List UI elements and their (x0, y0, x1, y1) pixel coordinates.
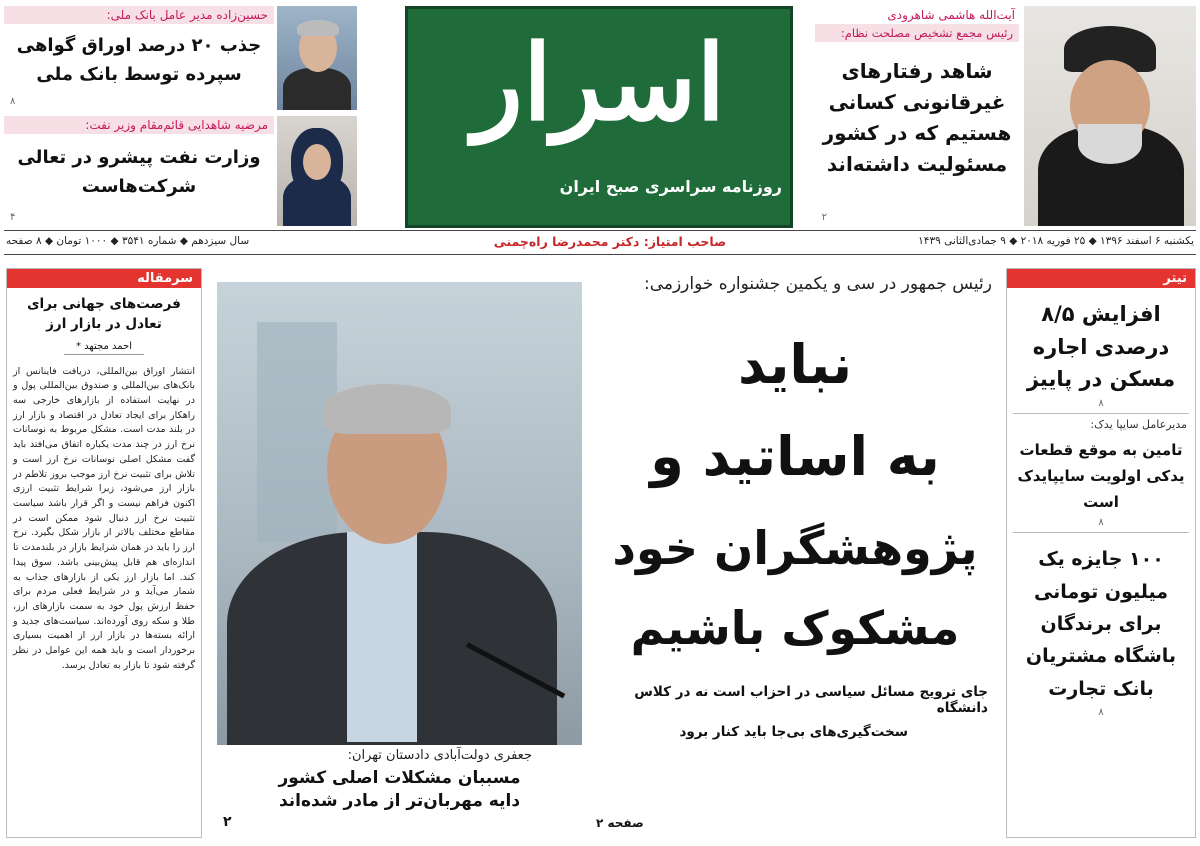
editorial-label: سرمقاله (7, 269, 201, 288)
main-headline-4[interactable]: مشکوک باشیم (630, 601, 960, 656)
main-headline-1[interactable]: نباید (737, 333, 853, 396)
divider (1013, 413, 1189, 414)
issue-line: سال سیزدهم ◆ شماره ۳۵۴۱ ◆ ۱۰۰۰ تومان ◆ ۸ صفحه (6, 235, 250, 247)
main-sub-1: جای ترویج مسائل سیاسی در احزاب است نه در کلاس دانشگاه (634, 683, 988, 716)
kicker: حسین‌زاده مدیر عامل بانک ملی: (4, 6, 274, 24)
kicker: مرضیه شاهدایی قائم‌مقام وزیر نفت: (4, 116, 274, 134)
top-right-story (815, 6, 1019, 226)
editorial-column (6, 268, 202, 838)
portrait-hosseinzadeh (277, 6, 357, 110)
divider-top (4, 230, 1196, 231)
main-page-number: صفحه ۲ (596, 816, 644, 830)
headline-2[interactable]: دایه مهربان‌تر از مادر شده‌اند (278, 790, 521, 811)
main-sub-2: سخت‌گیری‌های بی‌جا باید کنار برود (679, 723, 908, 740)
portrait-shahdaei (277, 116, 357, 226)
headline[interactable]: جذب ۲۰ درصد اوراق گواهی سپرده توسط بانک ملی (16, 35, 262, 85)
page-number: ۲ (821, 212, 827, 223)
editorial-body: انتشار اوراق بین‌المللی، دریافت فاینانس از بانک‌های بین‌المللی و صندوق بین‌المللی پول و در نهایت استفاده از بازارهای خارجی سه راهکار برای ایجاد تعادل در اقتصاد و بازار ارز در بلند مدت است. مشکل مربوط به نوسانات نرخ ارز در چند مدت یکباره اتفاق می‌افتد باید گفت مشکل اصلی نوسانات نرخ ارز است و تلاش برای تثبیت نرخ ارز موجب بروز تلاطم در بازار ارز می‌شود، زیرا شرایط تثبیت ارزی اکنون فراهم نیست و اگر قرار باشد سیاست تثبیت نرخ ارز دنبال شود ممکن است در مقاطع مختلف بالاتر از بازار شکل بگیرد. نرخ ارز را باید در همان شرایط بازار در بلندمدت تا اندازه‌ای هم قابل پیش‌بینی باشد. سوق پیدا کند. اما بازار ارز یکی از بازارهای جذاب به شمار می‌آید و در شرایط فعلی مردم برای حفظ ارزش پول خود به سمت بازارهای ارز، طلا و سکه روی آورده‌اند. سیاست‌های جدید و ارائه بسته‌ها در بازار ارز از اهمیت بسیاری برخوردار است و باید همه این عوامل در نظر گرفته شود تا بازار به تعادل برسد. (13, 365, 195, 671)
divider (1013, 532, 1189, 533)
page-number: ۸ (1098, 397, 1104, 409)
photo-story-caption (217, 748, 582, 838)
tagline: روزنامه سراسری صبح ایران (559, 177, 782, 196)
main-kicker: رئیس جمهور در سی و یکمین جشنواره خوارزمی: (643, 274, 992, 294)
page-number: ۸ (1098, 706, 1104, 718)
right-kicker-2: مدیرعامل سایپا یدک: (1090, 417, 1187, 431)
right-label: تیتر (1007, 269, 1195, 288)
headline[interactable]: وزارت نفت پیشرو در تعالی شرکت‌هاست (17, 147, 261, 197)
date-line: یکشنبه ۶ اسفند ۱۳۹۶ ◆ ۲۵ فوریه ۲۰۱۸ ◆ ۹ جمادی‌الثانی ۱۴۳۹ (918, 235, 1194, 247)
masthead-logo-box (405, 6, 793, 228)
right-headline-2[interactable]: تامین به موقع قطعات یدکی اولویت سایپایدک است (1017, 440, 1185, 512)
logo-text: اسرار (472, 21, 726, 144)
main-headline-3[interactable]: پژوهشگران خود (612, 520, 978, 575)
headline[interactable]: شاهد رفتارهای غیرقانونی کسانی هستیم که در کشور مسئولیت داشته‌اند (822, 59, 1012, 176)
right-column (1006, 268, 1196, 838)
kicker-secondary: رئیس مجمع تشخیص مصلحت نظام: (815, 24, 1019, 42)
page-number: ۸ (10, 96, 16, 107)
page-number: ۸ (1098, 517, 1104, 529)
portrait-hashemi-shahroudi (1024, 6, 1196, 226)
right-headline-1[interactable]: افزایش ۸/۵ درصدی اجاره مسکن در پاییز (1026, 302, 1176, 392)
main-story (592, 268, 998, 840)
page-number: ۲ (223, 814, 232, 830)
right-headline-3[interactable]: ۱۰۰ جایزه یک میلیون تومانی برای برندگان باشگاه مشتریان بانک تجارت (1025, 548, 1177, 700)
publisher-line: صاحب امتیاز: دکتر محمدرضا راه‌چمنی (493, 234, 727, 249)
kicker: جعفری دولت‌آبادی دادستان تهران: (347, 748, 532, 763)
kicker: آیت‌الله هاشمی شاهرودی (887, 8, 1015, 22)
top-left-story-2 (4, 116, 274, 226)
editorial-author: احمد مجتهد * (64, 341, 144, 355)
editorial-title[interactable]: فرصت‌های جهانی برای تعادل در بازار ارز (27, 296, 181, 333)
photo-dowlatabadi (217, 282, 582, 745)
page-number: ۴ (10, 212, 16, 223)
headline-1[interactable]: مسببان مشکلات اصلی کشور (278, 768, 521, 788)
main-headline-2[interactable]: به اساتید و (650, 425, 940, 489)
top-left-story-1 (4, 6, 274, 110)
divider-bottom (4, 254, 1196, 255)
